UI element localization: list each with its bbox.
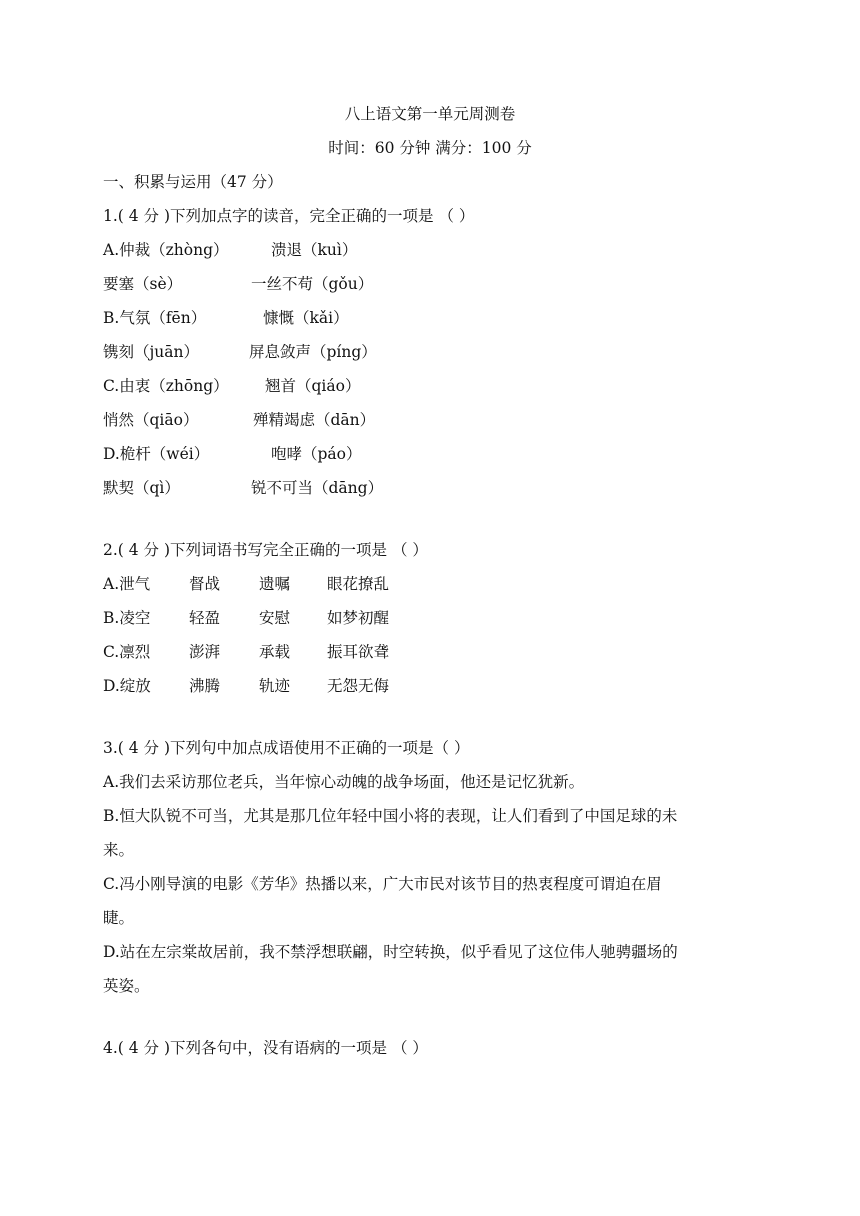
- option-text: B.气氛（fēn）: [103, 309, 207, 327]
- option-text: 咆哮（páo）: [271, 445, 362, 463]
- word: 轻盈: [189, 609, 221, 627]
- word: 澎湃: [189, 643, 221, 661]
- exam-subtitle: 时间：60 分钟 满分：100 分: [328, 139, 532, 157]
- question-3-option-line: A.我们去采访那位老兵，当年惊心动魄的战争场面，他还是记忆犹新。: [103, 773, 585, 791]
- question-3-option-line: B.恒大队锐不可当，尤其是那几位年轻中国小将的表现，让人们看到了中国足球的未: [103, 807, 678, 825]
- word: B.凌空: [103, 609, 151, 627]
- option-text: 镌刻（juān）: [103, 343, 200, 361]
- option-text: D.桅杆（wéi）: [103, 445, 210, 463]
- option-text: 屏息敛声（píng）: [249, 343, 377, 361]
- option-text: 殚精竭虑（dān）: [253, 411, 376, 429]
- word: 沸腾: [189, 677, 221, 695]
- option-text: 慷慨（kǎi）: [263, 309, 349, 327]
- option-text: C.由衷（zhōng）: [103, 377, 229, 395]
- question-1-stem: 1.( 4 分 )下列加点字的读音，完全正确的一项是 （ ）: [103, 207, 475, 225]
- question-3-option-line: D.站在左宗棠故居前，我不禁浮想联翩，时空转换，似乎看见了这位伟人驰骋疆场的: [103, 943, 678, 961]
- option-text: 溃退（kuì）: [271, 241, 358, 259]
- word: 遗嘱: [259, 575, 291, 593]
- word: 振耳欲聋: [327, 643, 390, 661]
- option-text: 要塞（sè）: [103, 275, 183, 293]
- word: A.泄气: [103, 575, 151, 593]
- question-3-option-line: 睫。: [103, 909, 135, 927]
- exam-title: 八上语文第一单元周测卷: [344, 105, 516, 123]
- word: C.凛烈: [103, 643, 151, 661]
- question-3-option-line: 英姿。: [103, 977, 150, 995]
- section-heading: 一、积累与运用（47 分）: [103, 173, 283, 191]
- word: 眼花撩乱: [327, 575, 390, 593]
- option-text: A.仲裁（zhòng）: [103, 241, 229, 259]
- option-text: 默契（qì）: [103, 479, 180, 497]
- word: 督战: [189, 575, 221, 593]
- option-text: 锐不可当（dāng）: [251, 479, 384, 497]
- word: 无怨无侮: [327, 677, 390, 695]
- word: 如梦初醒: [327, 609, 390, 627]
- question-3-option-line: C.冯小刚导演的电影《芳华》热播以来，广大市民对该节目的热衷程度可谓迫在眉: [103, 875, 662, 893]
- word: 轨迹: [259, 677, 291, 695]
- question-3-option-line: 来。: [103, 841, 135, 859]
- question-3-stem: 3.( 4 分 )下列句中加点成语使用不正确的一项是（ ）: [103, 739, 470, 757]
- question-4-stem: 4.( 4 分 )下列各句中，没有语病的一项是 （ ）: [103, 1039, 428, 1057]
- word: D.绽放: [103, 677, 151, 695]
- word: 安慰: [259, 609, 291, 627]
- word: 承载: [259, 643, 291, 661]
- option-text: 一丝不苟（gǒu）: [251, 275, 374, 293]
- question-2-stem: 2.( 4 分 )下列词语书写完全正确的一项是 （ ）: [103, 541, 428, 559]
- option-text: 悄然（qiāo）: [103, 411, 199, 429]
- option-text: 翘首（qiáo）: [265, 377, 361, 395]
